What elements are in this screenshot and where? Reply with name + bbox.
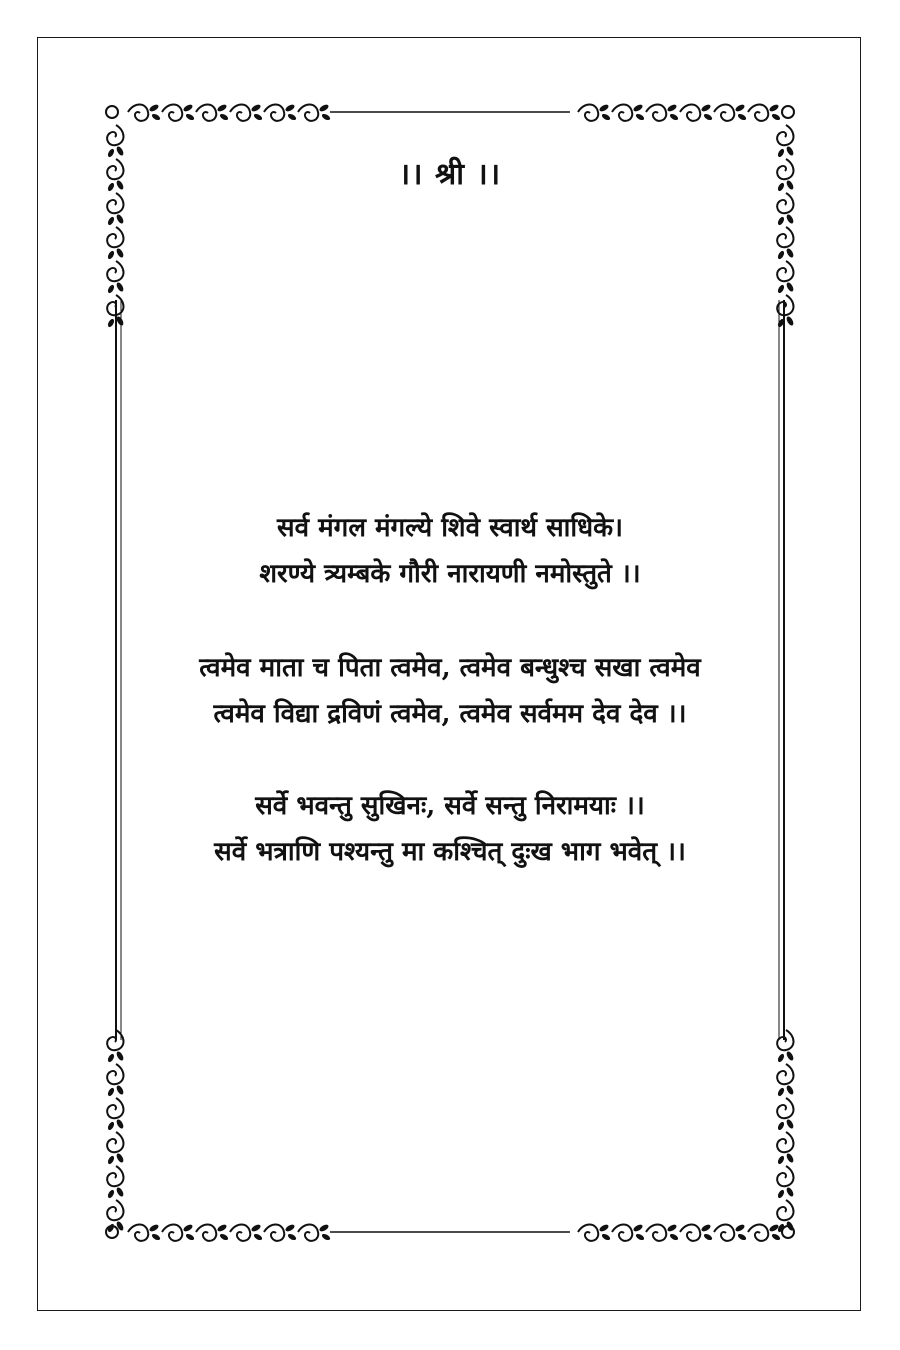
- verse-line: सर्वे भत्राणि पश्यन्तु मा कश्चित् दुःख भाग भवेत् ।।: [214, 837, 686, 867]
- verse-line: त्वमेव माता च पिता त्वमेव, त्वमेव बन्धुश्च सखा त्वमेव: [199, 653, 701, 683]
- right-lower-ornament: [777, 1030, 795, 1233]
- verse-line: सर्व मंगल मंगल्ये शिवे स्वार्थ साधिके।: [277, 513, 623, 543]
- top-right-ornament: [578, 103, 794, 121]
- top-left-ornament: [106, 103, 331, 121]
- verse-line: शरण्ये त्र्यम्बके गौरी नारायणी नमोस्तुते ।।: [259, 559, 641, 589]
- bottom-left-ornament: [106, 1223, 331, 1241]
- left-lower-ornament: [107, 1030, 125, 1233]
- verse-block-3: [120, 783, 780, 875]
- verse-line: सर्वे भवन्तु सुखिनः, सर्वे सन्तु निरामयाः ।।: [255, 791, 645, 821]
- verse-line: त्वमेव विद्या द्रविणं त्वमेव, त्वमेव सर्वमम देव देव ।।: [213, 699, 687, 729]
- verse-block-2: [120, 645, 780, 737]
- verse-block-1: [120, 505, 780, 597]
- bottom-right-ornament: [578, 1223, 794, 1241]
- page-heading: ।। श्री ।।: [398, 157, 502, 192]
